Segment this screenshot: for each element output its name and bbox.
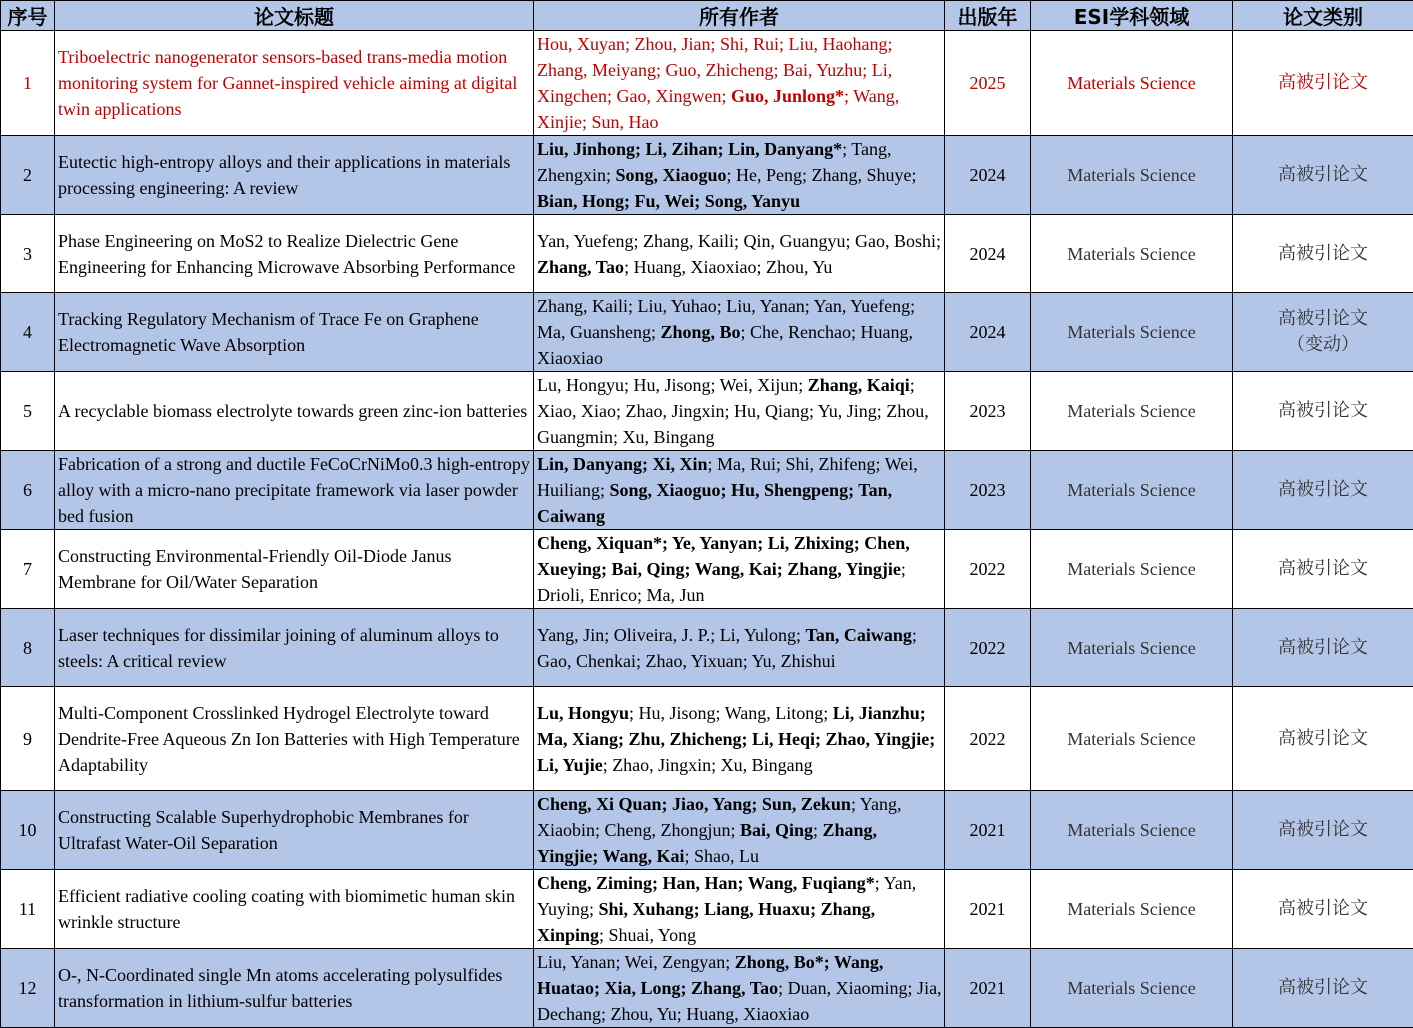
author-segment: Liu, Yanan; Wei, Zengyan; [537, 952, 735, 972]
table-row [1, 609, 1413, 687]
row-number: 4 [1, 293, 55, 372]
row-number: 12 [1, 949, 55, 1028]
author-list [534, 870, 945, 949]
row-number: 9 [1, 687, 55, 791]
category-label: 高被引论文 [1233, 556, 1413, 582]
author-segment: ; Ma, Rui; Shi, Zhifeng; Wei, Huiliang; [537, 454, 918, 500]
author-segment: ; Che, Renchao; Huang, Xiaoxiao [537, 322, 913, 368]
category-label: 高被引论文 [1233, 635, 1413, 661]
paper-title: Phase Engineering on MoS2 to Realize Dielectric Gene Engineering for Enhancing Microwave Absorbing Performance [55, 215, 534, 293]
paper-title: Eutectic high-entropy alloys and their applications in materials processing engineering: A review [55, 136, 534, 215]
publication-year: 2022 [945, 687, 1031, 791]
category-label: 高被引论文 [1233, 477, 1413, 503]
publication-year: 2024 [945, 215, 1031, 293]
paper-category [1233, 530, 1413, 609]
paper-category [1233, 451, 1413, 530]
esi-field: Materials Science [1031, 293, 1233, 372]
publication-year: 2023 [945, 451, 1031, 530]
esi-field: Materials Science [1031, 530, 1233, 609]
row-number: 6 [1, 451, 55, 530]
row-number: 11 [1, 870, 55, 949]
table-row [1, 870, 1413, 949]
paper-title: Fabrication of a strong and ductile FeCoCrNiMo0.3 high-entropy alloy with a micro-nano precipitate framework via laser powder bed fusion [55, 451, 534, 530]
paper-category [1233, 870, 1413, 949]
header-category: 论文类别 [1233, 1, 1413, 31]
row-number: 5 [1, 372, 55, 451]
paper-title: Laser techniques for dissimilar joining of aluminum alloys to steels: A critical review [55, 609, 534, 687]
author-segment-bold: Zhong, Bo*; Wang, Huatao; Xia, Long; Zhang, Tao [537, 952, 883, 998]
paper-category [1233, 136, 1413, 215]
row-number: 1 [1, 31, 55, 136]
author-segment-bold: Lin, Danyang; Xi, Xin [537, 454, 708, 474]
category-label: 高被引论文 [1233, 398, 1413, 424]
esi-field: Materials Science [1031, 687, 1233, 791]
author-segment-bold: Tan, Caiwang [806, 625, 912, 645]
author-segment-bold: Li, Jianzhu; Ma, Xiang; Zhu, Zhicheng; Li, Heqi; Zhao, Yingjie; Li, Yujie [537, 703, 935, 775]
category-note: （变动） [1233, 332, 1413, 358]
author-segment-bold: Zhang, Yingjie; Wang, Kai [537, 820, 877, 866]
author-segment-bold: Zhong, Bo [660, 322, 740, 342]
author-segment: ; Wang, Xinjie; Sun, Hao [537, 86, 899, 132]
category-label: 高被引论文 [1233, 70, 1413, 96]
author-segment: Hou, Xuyan; Zhou, Jian; Shi, Rui; Liu, Haohang; Zhang, Meiyang; Guo, Zhicheng; Bai, Yuzhu; Li, Xingchen; Gao, Xingwen; [537, 34, 892, 106]
author-segment-bold: Liu, Jinhong; Li, Zihan; Lin, Danyang* [537, 139, 842, 159]
paper-category [1233, 31, 1413, 136]
esi-field: Materials Science [1031, 870, 1233, 949]
table-row [1, 215, 1413, 293]
paper-title: Constructing Environmental-Friendly Oil-Diode Janus Membrane for Oil/Water Separation [55, 530, 534, 609]
author-segment: Zhang, Kaili; Liu, Yuhao; Liu, Yanan; Yan, Yuefeng; Ma, Guansheng; [537, 296, 915, 342]
row-number: 3 [1, 215, 55, 293]
author-segment: ; Gao, Chenkai; Zhao, Yixuan; Yu, Zhishui [537, 625, 917, 671]
category-label: 高被引论文 [1233, 306, 1413, 332]
paper-category [1233, 687, 1413, 791]
author-segment: ; Xiao, Xiao; Zhao, Jingxin; Hu, Qiang; Yu, Jing; Zhou, Guangmin; Xu, Bingang [537, 375, 929, 447]
esi-field: Materials Science [1031, 136, 1233, 215]
author-segment-bold: Cheng, Xiquan*; Ye, Yanyan; Li, Zhixing; Chen, Xueying; Bai, Qing; Wang, Kai; Zhang, Yingjie [537, 533, 910, 579]
table-row [1, 949, 1413, 1028]
category-label: 高被引论文 [1233, 896, 1413, 922]
header-number: 序号 [1, 1, 55, 31]
author-segment: ; Tang, Zhengxin; [537, 139, 892, 185]
paper-category [1233, 215, 1413, 293]
paper-title: Multi-Component Crosslinked Hydrogel Electrolyte toward Dendrite-Free Aqueous Zn Ion Batteries with High Temperature Adaptability [55, 687, 534, 791]
author-segment-bold: Guo, Junlong* [731, 86, 844, 106]
table-row [1, 687, 1413, 791]
table-row [1, 293, 1413, 372]
paper-title: A recyclable biomass electrolyte towards green zinc-ion batteries [55, 372, 534, 451]
header-year: 出版年 [945, 1, 1031, 31]
paper-title: Tracking Regulatory Mechanism of Trace Fe on Graphene Electromagnetic Wave Absorption [55, 293, 534, 372]
author-segment: ; Shuai, Yong [599, 925, 696, 945]
author-segment-bold: Zhang, Kaiqi [808, 375, 910, 395]
table-row [1, 791, 1413, 870]
category-label: 高被引论文 [1233, 241, 1413, 267]
esi-field: Materials Science [1031, 215, 1233, 293]
paper-title: Efficient radiative cooling coating with biomimetic human skin wrinkle structure [55, 870, 534, 949]
category-label: 高被引论文 [1233, 162, 1413, 188]
header-row [1, 1, 1413, 31]
author-list [534, 530, 945, 609]
paper-title: Constructing Scalable Superhydrophobic Membranes for Ultrafast Water-Oil Separation [55, 791, 534, 870]
paper-title: O-, N-Coordinated single Mn atoms accelerating polysulfides transformation in lithium-sulfur batteries [55, 949, 534, 1028]
author-segment-bold: Cheng, Ziming; Han, Han; Wang, Fuqiang* [537, 873, 875, 893]
author-list [534, 136, 945, 215]
author-segment-bold: Zhang, Tao [537, 257, 624, 277]
esi-field: Materials Science [1031, 31, 1233, 136]
paper-category [1233, 791, 1413, 870]
author-list [534, 949, 945, 1028]
paper-category [1233, 293, 1413, 372]
row-number: 2 [1, 136, 55, 215]
author-segment: Yan, Yuefeng; Zhang, Kaili; Qin, Guangyu; Gao, Boshi; [537, 231, 941, 251]
publication-year: 2022 [945, 530, 1031, 609]
esi-field: Materials Science [1031, 372, 1233, 451]
table-row [1, 136, 1413, 215]
author-segment: ; [813, 820, 823, 840]
author-segment-bold: Shi, Xuhang; Liang, Huaxu; Zhang, Xinping [537, 899, 875, 945]
table-row [1, 530, 1413, 609]
esi-field: Materials Science [1031, 609, 1233, 687]
publication-year: 2023 [945, 372, 1031, 451]
paper-category [1233, 372, 1413, 451]
table-row [1, 31, 1413, 136]
author-list [534, 687, 945, 791]
paper-category [1233, 949, 1413, 1028]
author-segment: ; Hu, Jisong; Wang, Litong; [629, 703, 833, 723]
publication-year: 2021 [945, 791, 1031, 870]
author-list [534, 451, 945, 530]
author-segment: Yang, Jin; Oliveira, J. P.; Li, Yulong; [537, 625, 806, 645]
publication-year: 2025 [945, 31, 1031, 136]
header-esi-field: ESI学科领域 [1031, 1, 1233, 31]
publication-year: 2022 [945, 609, 1031, 687]
author-segment: ; Yan, Yuying; [537, 873, 916, 919]
author-segment: ; Yang, Xiaobin; Cheng, Zhongjun; [537, 794, 901, 840]
author-list [534, 791, 945, 870]
row-number: 10 [1, 791, 55, 870]
author-segment: ; Zhao, Jingxin; Xu, Bingang [603, 755, 813, 775]
category-label: 高被引论文 [1233, 726, 1413, 752]
row-number: 8 [1, 609, 55, 687]
author-segment: ; Huang, Xiaoxiao; Zhou, Yu [624, 257, 832, 277]
author-segment: ; Shao, Lu [685, 846, 760, 866]
author-segment-bold: Song, Xiaoguo; Hu, Shengpeng; Tan, Caiwang [537, 480, 892, 526]
author-segment-bold: Cheng, Xi Quan; Jiao, Yang; Sun, Zekun [537, 794, 851, 814]
publication-year: 2024 [945, 136, 1031, 215]
publication-year: 2021 [945, 870, 1031, 949]
category-label: 高被引论文 [1233, 817, 1413, 843]
esi-field: Materials Science [1031, 791, 1233, 870]
author-segment: Lu, Hongyu; Hu, Jisong; Wei, Xijun; [537, 375, 808, 395]
header-authors: 所有作者 [534, 1, 945, 31]
table-row [1, 451, 1413, 530]
author-list [534, 215, 945, 293]
author-segment-bold: Bai, Qing [740, 820, 813, 840]
publication-year: 2024 [945, 293, 1031, 372]
esi-field: Materials Science [1031, 451, 1233, 530]
paper-title: Triboelectric nanogenerator sensors-based trans-media motion monitoring system for Gannet-inspired vehicle aiming at digital twin applications [55, 31, 534, 136]
author-segment: ; Drioli, Enrico; Ma, Jun [537, 559, 906, 605]
author-segment-bold: Lu, Hongyu [537, 703, 629, 723]
author-list [534, 372, 945, 451]
author-segment-bold: Song, Xiaoguo [616, 165, 727, 185]
author-list [534, 293, 945, 372]
author-list [534, 609, 945, 687]
table-row [1, 372, 1413, 451]
publication-year: 2021 [945, 949, 1031, 1028]
row-number: 7 [1, 530, 55, 609]
header-title: 论文标题 [55, 1, 534, 31]
paper-category [1233, 609, 1413, 687]
author-segment: ; He, Peng; Zhang, Shuye; [727, 165, 917, 185]
category-label: 高被引论文 [1233, 975, 1413, 1001]
author-segment: ; Duan, Xiaoming; Jia, Dechang; Zhou, Yu; Huang, Xiaoxiao [537, 978, 942, 1024]
author-list [534, 31, 945, 136]
esi-field: Materials Science [1031, 949, 1233, 1028]
author-segment-bold: Bian, Hong; Fu, Wei; Song, Yanyu [537, 191, 800, 211]
